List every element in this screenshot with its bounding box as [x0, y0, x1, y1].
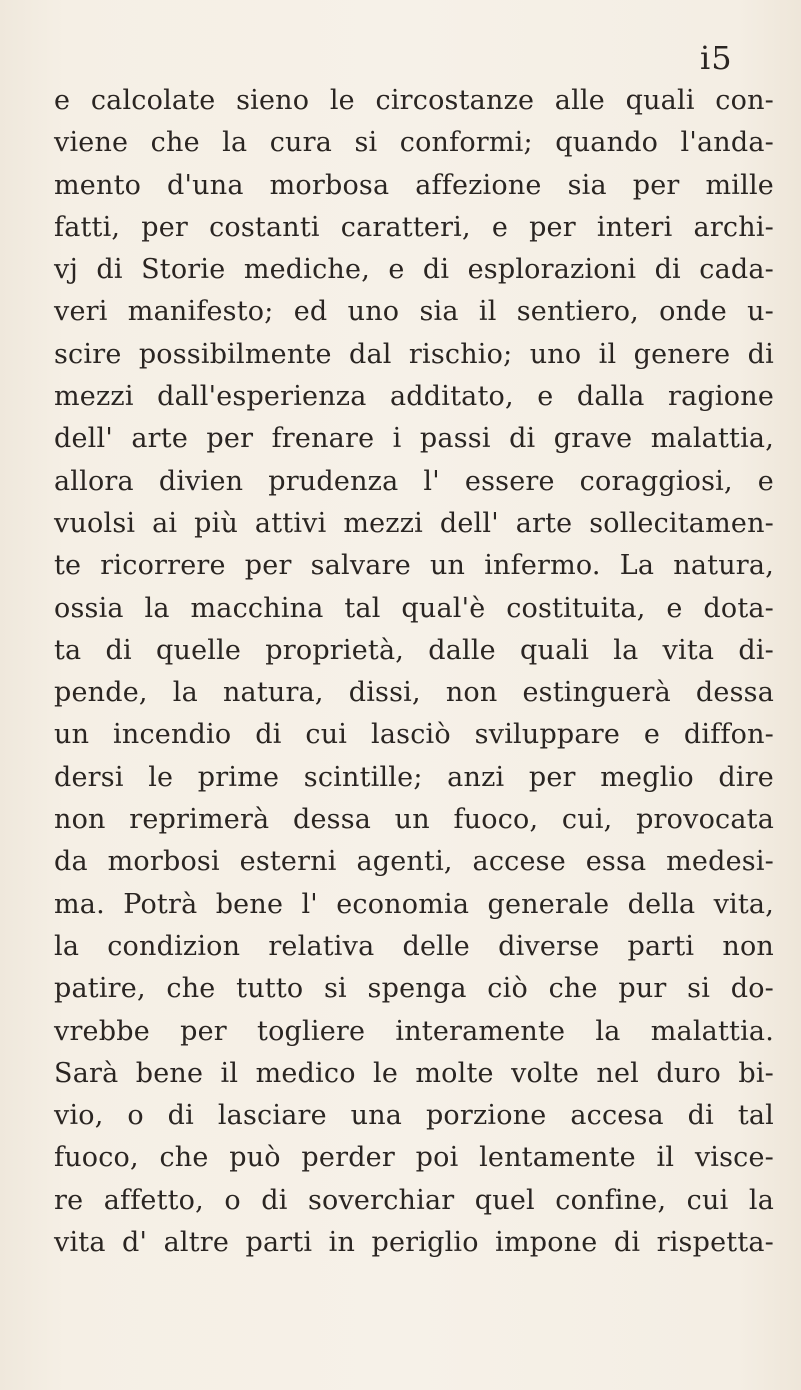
- text-line: la condizion relativa delle diverse parti non: [54, 930, 774, 962]
- text-line: allora divien prudenza l' essere coraggiosi, e: [54, 465, 774, 497]
- text-line: veri manifesto; ed uno sia il sentiero, onde u-: [54, 296, 774, 328]
- text-line: pende, la natura, dissi, non estinguerà dessa: [54, 677, 774, 709]
- text-line: viene che la cura si conformi; quando l'anda-: [54, 127, 774, 159]
- text-line: re affetto, o di soverchiar quel confine, cui la: [54, 1184, 774, 1216]
- text-line: dersi le prime scintille; anzi per meglio dire: [54, 761, 774, 793]
- text-line: un incendio di cui lasciò sviluppare e diffon-: [54, 719, 774, 751]
- text-line: te ricorrere per salvare un infermo. La natura,: [54, 550, 774, 582]
- text-line: ta di quelle proprietà, dalle quali la vita di-: [54, 634, 774, 666]
- text-line: scire possibilmente dal rischio; uno il genere di: [54, 338, 774, 370]
- body-text: [54, 80, 774, 1264]
- text-line: vio, o di lasciare una porzione accesa di tal: [54, 1100, 774, 1132]
- text-line: patire, che tutto si spenga ciò che pur si do-: [54, 973, 774, 1005]
- text-line: vuolsi ai più attivi mezzi dell' arte sollecitamen-: [54, 507, 774, 539]
- text-line: mento d'una morbosa affezione sia per mille: [54, 169, 774, 201]
- page-number: i5: [700, 39, 733, 77]
- text-line: vj di Storie mediche, e di esplorazioni di cada-: [54, 254, 774, 286]
- text-line: e calcolate sieno le circostanze alle quali con-: [54, 85, 774, 116]
- text-line: ma. Potrà bene l' economia generale della vita,: [54, 888, 774, 920]
- text-line: ossia la macchina tal qual'è costituita, e dota-: [54, 592, 774, 624]
- text-line: non reprimerà dessa un fuoco, cui, provocata: [54, 804, 774, 836]
- text-line: vita d' altre parti in periglio impone di rispetta-: [54, 1227, 774, 1259]
- text-line: fuoco, che può perder poi lentamente il visce-: [54, 1142, 774, 1174]
- text-line: mezzi dall'esperienza additato, e dalla ragione: [54, 381, 774, 413]
- text-line: vrebbe per togliere interamente la malattia.: [54, 1015, 774, 1047]
- text-line: dell' arte per frenare i passi di grave malattia,: [54, 423, 774, 455]
- text-line: Sarà bene il medico le molte volte nel duro bi-: [54, 1057, 774, 1089]
- text-line: da morbosi esterni agenti, accese essa medesi-: [54, 846, 774, 878]
- text-line: fatti, per costanti caratteri, e per interi archi-: [54, 211, 774, 243]
